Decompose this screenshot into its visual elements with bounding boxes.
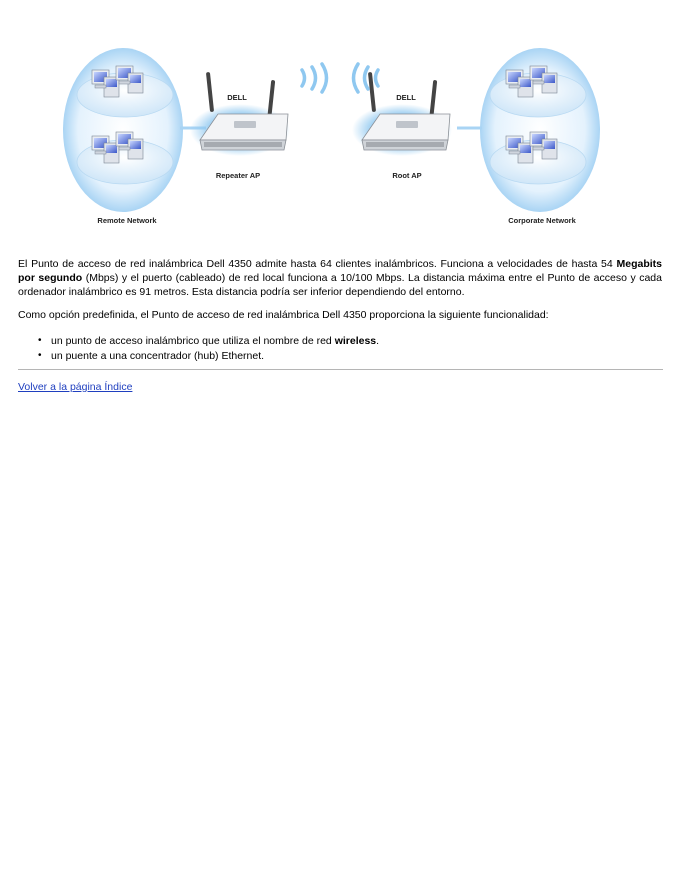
repeater-ap-label: Repeater AP <box>215 171 261 180</box>
default-function-paragraph: Como opción predefinida, el Punto de acceso de red inalámbrica Dell 4350 proporciona la siguiente funcionalidad: <box>18 309 549 321</box>
paragraph-text: El Punto de acceso de red inalámbrica Dell 4350 admite hasta 64 clientes inalámbricos. Funciona a velocidades de hasta 54 <box>18 258 617 270</box>
root-ap-label: Root AP <box>392 171 422 180</box>
description-paragraph <box>18 257 662 299</box>
body-content <box>18 257 662 364</box>
paragraph-text: (Mbps) y el puerto (cableado) de red local funciona a 10/100 Mbps. La distancia máxima entre el Punto de acceso y cada ordenador inalámbrico es 91 metros. Esta distancia podría ser inferior dependiendo del entorno. <box>18 272 662 298</box>
repeater-ap-router-icon <box>190 72 290 156</box>
list-item-text: un puente a una concentrador (hub) Ethernet. <box>51 350 265 362</box>
network-name: wireless <box>334 335 377 347</box>
horizontal-divider <box>18 369 663 370</box>
list-item <box>51 349 662 363</box>
repeater-brand-text: DELL <box>227 93 247 102</box>
back-to-index-link[interactable]: Volver a la página Índice <box>18 381 133 393</box>
remote-network-bubble <box>63 48 183 212</box>
list-item-text: . <box>376 335 380 347</box>
paragraph-bold-term: Megabits por segundo <box>18 258 662 284</box>
list-item <box>51 334 662 348</box>
wireless-signal-icon <box>302 64 378 92</box>
corporate-network-bubble <box>480 48 600 212</box>
list-item-text: un punto de acceso inalámbrico que utiliza el nombre de red <box>51 335 335 347</box>
corporate-network-label: Corporate Network <box>508 216 576 225</box>
network-diagram <box>0 0 680 240</box>
remote-network-label: Remote Network <box>97 216 157 225</box>
root-brand-text: DELL <box>396 93 416 102</box>
feature-list <box>18 334 662 363</box>
